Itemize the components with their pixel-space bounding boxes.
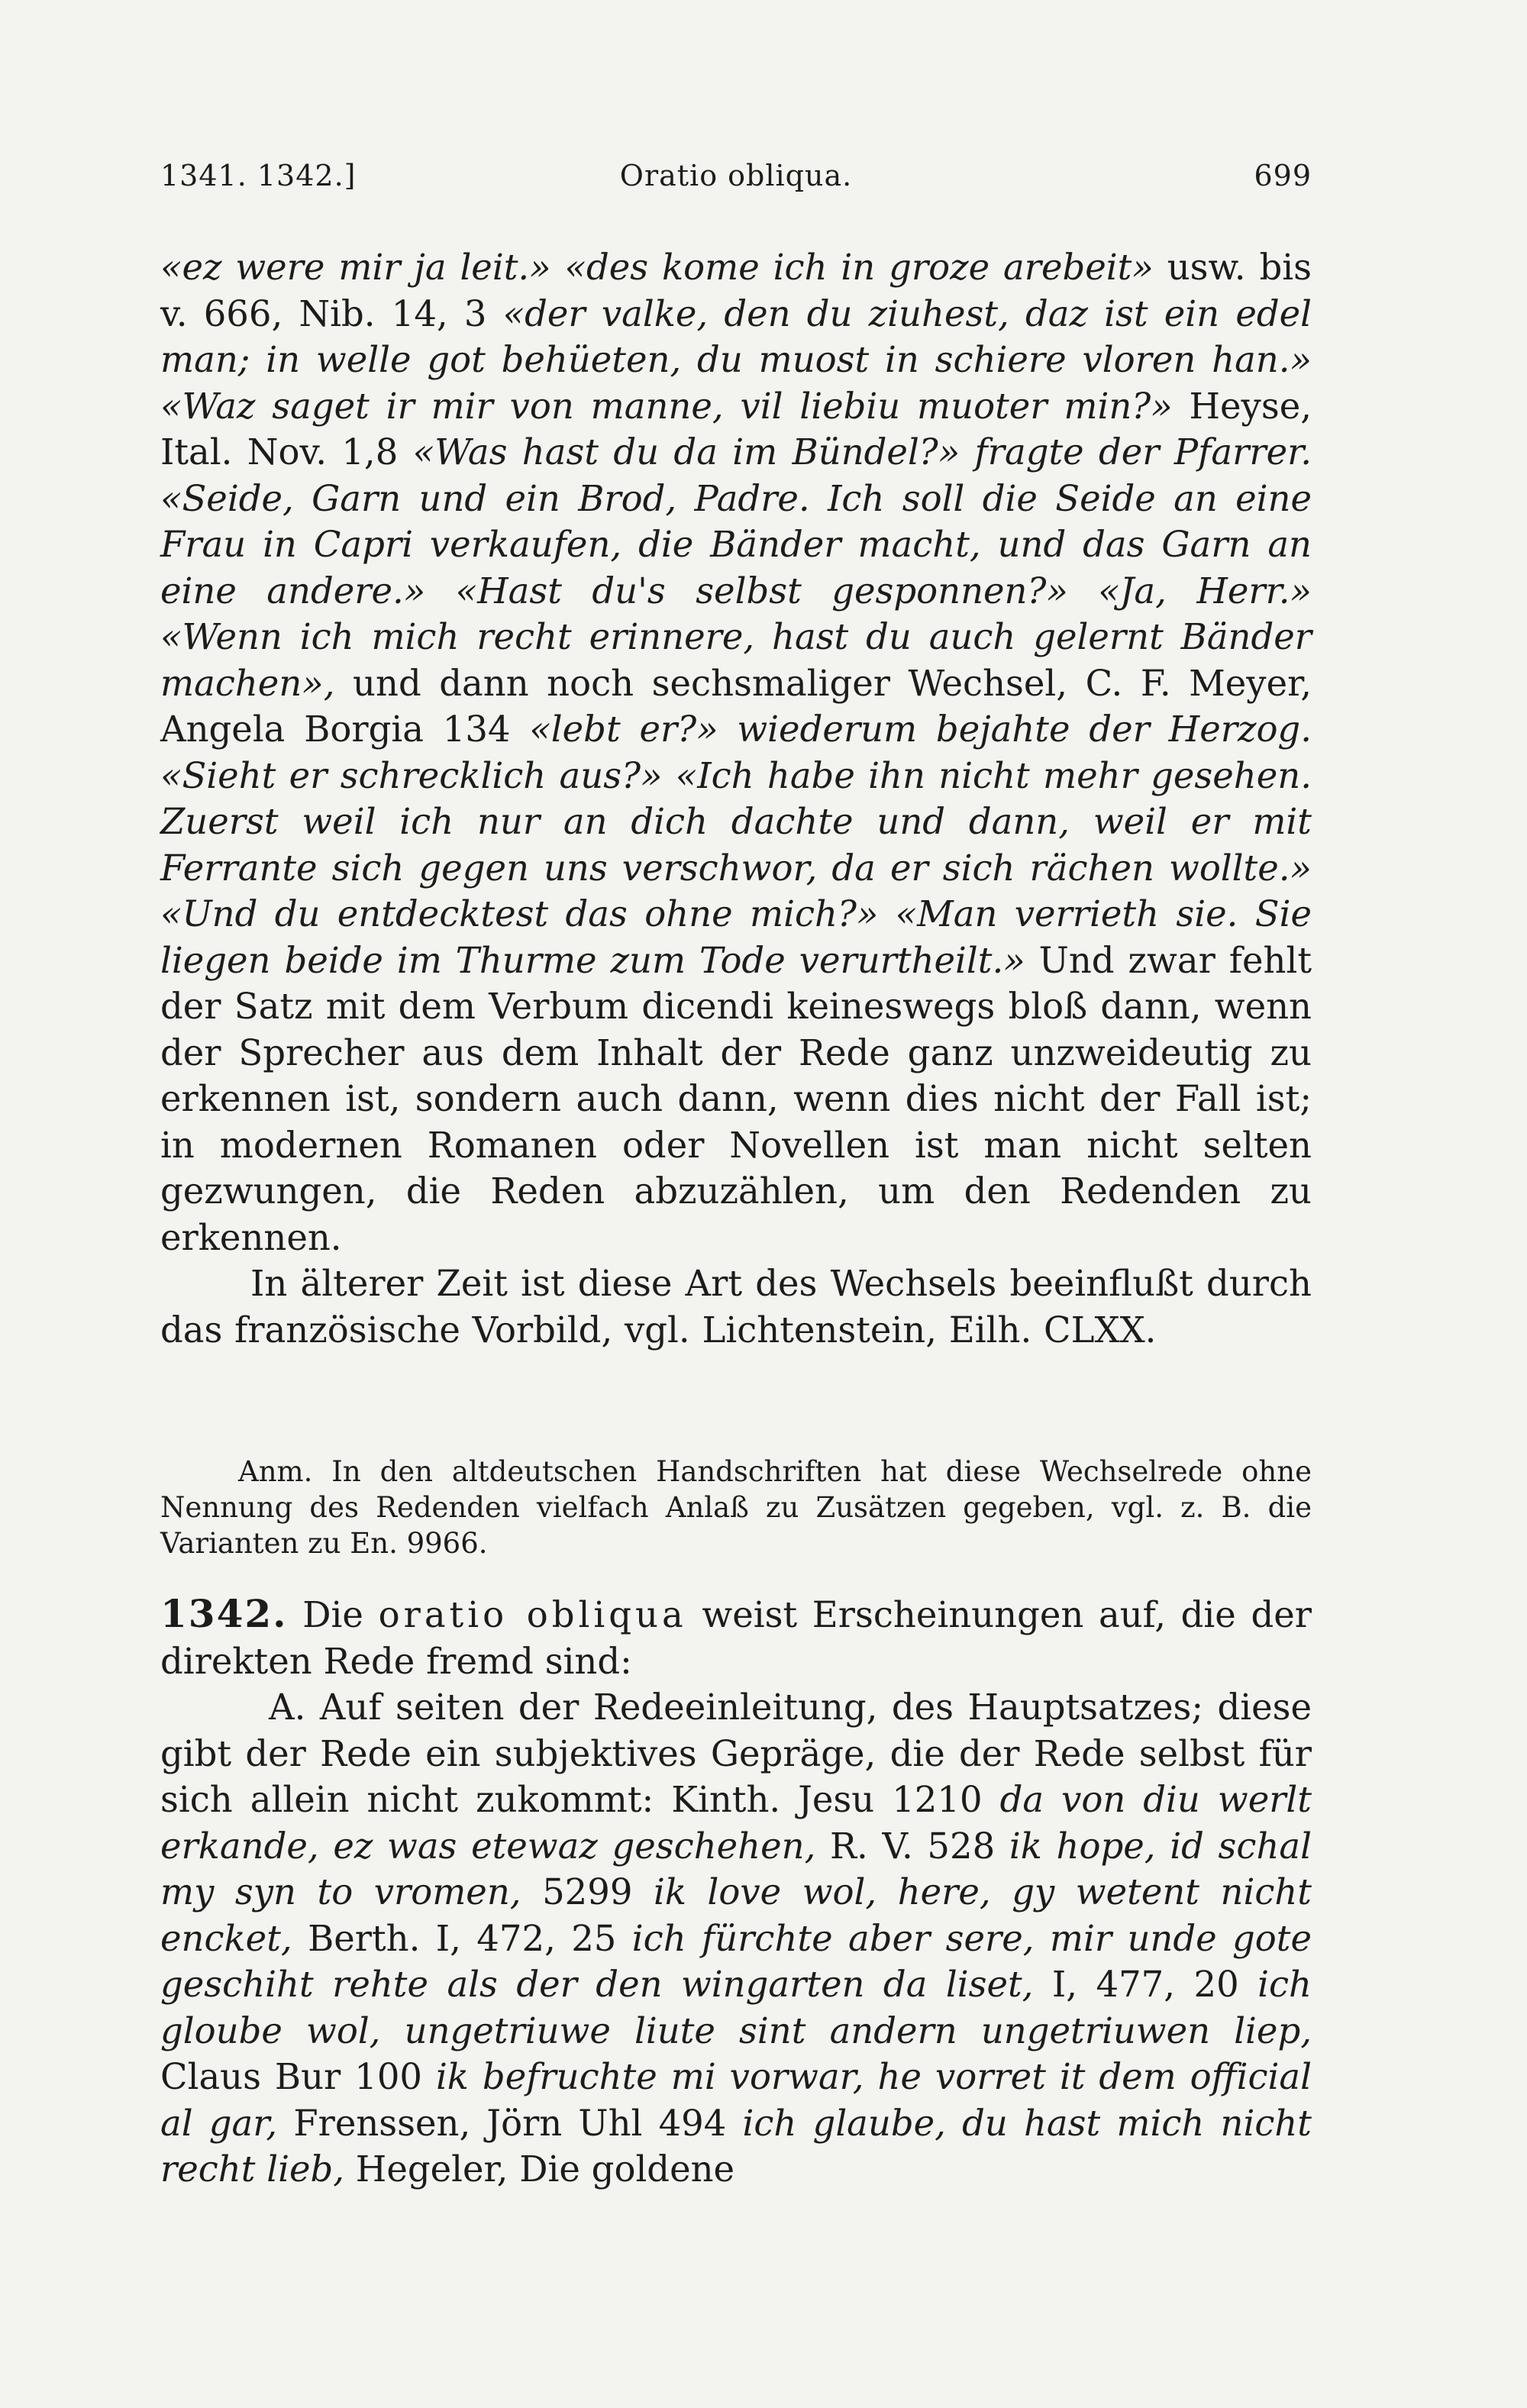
section-intro-text-2: weist Erscheinungen auf, die der direkten Rede fremd sind: bbox=[160, 1594, 1312, 1682]
citation-text: Claus Bur 100 bbox=[160, 2056, 436, 2097]
running-header bbox=[160, 159, 1312, 197]
paragraph-older-period: In älterer Zeit ist diese Art des Wechsels beeinflußt durch das französische Vorbild, vgl. Lichtenstein, Eilh. CLXX. bbox=[160, 1263, 1312, 1351]
quote-meyer: «lebt er?» wiederum bejahte der Herzog. «Sieht er schrecklich aus?» «Ich habe ihn nicht mehr gesehen. Zuerst weil ich nur an dich dachte und dann, weil er mit Ferrante sich gegen uns verschwor, da er sich rächen wollte.» «Und du entdecktest das ohne mich?» «Man verrieth sie. Sie liegen beide im Thurme zum Tode verurtheilt.» bbox=[160, 709, 1312, 981]
commentary-text: Und zwar fehlt der Satz mit dem Verbum dicendi keineswegs bloß dann, wenn der Sprecher aus dem Inhalt der Rede ganz unzweideutig zu erkennen ist, sondern auch dann, wenn dies nicht der Fall ist; in modernen Romanen oder Novellen ist man nicht selten gezwungen, die Reden abzuzählen, um den Redenden zu erkennen. bbox=[160, 939, 1312, 1258]
page-number: 699 bbox=[1254, 159, 1312, 192]
citation-text: I, 477, 20 bbox=[1033, 1964, 1258, 2005]
citation-text: R. V. 528 bbox=[815, 1825, 1009, 1867]
annotation-note bbox=[160, 1454, 1312, 1561]
quote-kinth: da von diu werlt erkande, ez was etewaz geschehen, bbox=[160, 1779, 1312, 1867]
header-section-numbers: 1341. 1342.] bbox=[160, 159, 357, 192]
term-oratio-obliqua: oratio obliqua bbox=[378, 1594, 687, 1635]
section-intro-text: Die bbox=[287, 1594, 379, 1635]
citation-text: und dann noch sechsmaliger Wechsel, C. F. Meyer, Angela Borgia 134 bbox=[160, 662, 1312, 750]
citation-text: 5299 bbox=[521, 1871, 654, 1913]
header-title: Oratio obliqua. bbox=[619, 159, 853, 192]
subsection-a-text: A. Auf seiten der Redeeinleitung, des Hauptsatzes; diese gibt der Rede ein subjektives Gepräge, die der Rede selbst für sich allein nicht zukommt: Kinth. Jesu 1210 bbox=[160, 1687, 1312, 1820]
quote-rv-528: ik hope, id schal my syn to vromen, bbox=[160, 1825, 1312, 1913]
quote-berth-472: ich fürchte aber sere, mir unde gote geschiht rehte als der den wingarten da liset, bbox=[160, 1917, 1312, 2005]
citation-text: Heyse, Ital. Nov. 1,8 bbox=[160, 385, 1312, 473]
quote-claus-bur: ik befruchte mi vorwar, he vorret it dem official al gar, bbox=[160, 2056, 1312, 2144]
section-intro bbox=[160, 1591, 1312, 1684]
paragraph-dialogue-examples bbox=[160, 244, 1312, 1260]
quote-nib: «ez were mir ja leit.» «des kome ich in groze arebeit» bbox=[160, 247, 1154, 288]
citation-text: Berth. I, 472, 25 bbox=[292, 1917, 632, 1959]
note-text: Anm. In den altdeutschen Handschriften hat diese Wechselrede ohne Nennung des Redenden vielfach Anlaß zu Zusätzen gegeben, vgl. z. B. die Varianten zu En. 9966. bbox=[160, 1455, 1312, 1560]
quote-heyse: «Was hast du da im Bündel?» fragte der Pfarrer. «Seide, Garn und ein Brod, Padre. Ich soll die Seide an eine Frau in Capri verkaufen, die Bänder macht, und das Garn an eine andere.» «Hast du's selbst gesponnen?» «Ja, Herr.» «Wenn ich mich recht erinnere, hast du auch gelernt Bänder machen», bbox=[160, 431, 1312, 704]
main-text bbox=[160, 244, 1312, 1353]
citation-text: Hegeler, Die goldene bbox=[344, 2148, 735, 2190]
citation-text: usw. bis v. 666, Nib. 14, 3 bbox=[160, 247, 1312, 334]
section-number: 1342. bbox=[160, 1591, 288, 1636]
quote-rv-5299: ik love wol, here, gy wetent nicht encket, bbox=[160, 1871, 1312, 1959]
citation-text: Frenssen, Jörn Uhl 494 bbox=[277, 2102, 743, 2144]
subsection-a bbox=[160, 1684, 1312, 2193]
quote-nib-falcon: «der valke, den du ziuhest, daz ist ein edel man; in welle got behüeten, du muost in schiere vloren han.» «Waz saget ir mir von manne, vil liebiu muoter min?» bbox=[160, 292, 1312, 427]
section-1342 bbox=[160, 1591, 1312, 2193]
quote-berth-477: ich gloube wol, ungetriuwe liute sint andern ungetriuwen liep, bbox=[160, 1964, 1312, 2051]
quote-frenssen: ich glaube, du hast mich nicht recht lieb, bbox=[160, 2102, 1312, 2190]
